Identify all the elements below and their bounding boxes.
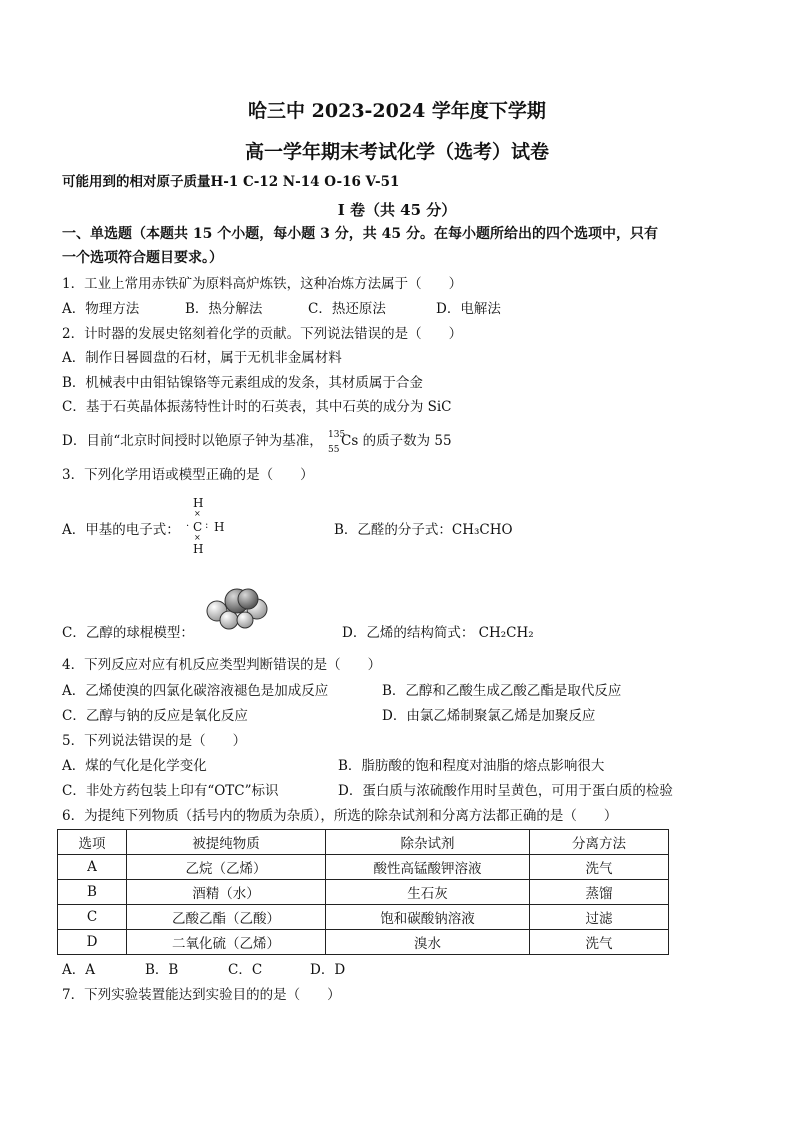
q2-option-c: C．基于石英晶体振荡特性计时的石英表，其中石英的成分为 SiC xyxy=(62,399,452,415)
methyl-h-top: H xyxy=(193,496,204,510)
table-cell: 过滤 xyxy=(530,905,669,930)
q3-option-d-label xyxy=(342,624,534,642)
table-header-cell: 被提纯物质 xyxy=(127,830,326,855)
part-one-heading-line2: 一个选项符合题目要求。） xyxy=(62,250,223,266)
table-cell: A xyxy=(58,855,127,880)
q1-option-c: C．热还原法 xyxy=(308,301,386,317)
methyl-electron-formula xyxy=(186,496,232,556)
q6-answer-c: C．C xyxy=(228,962,263,978)
q6-stem: 6．为提纯下列物质（括号内的物质为杂质），所选的除杂试剂和分离方法都正确的是（ ） xyxy=(62,808,618,824)
methyl-dot-right: : xyxy=(205,520,209,531)
table-cell: 生石灰 xyxy=(326,880,530,905)
part-one-heading-line1: 一、单选题（本题共 15 个小题，每小题 3 分，共 45 分。在每小题所给出的四个选项中，只有 xyxy=(62,226,658,242)
table-header-cell: 除杂试剂 xyxy=(326,830,530,855)
table-cell: 洗气 xyxy=(530,855,669,880)
q2-option-a: A．制作日晷圆盘的石材，属于无机非金属材料 xyxy=(62,350,342,366)
methyl-bond-dots-bottom: × xyxy=(194,533,201,542)
q5-option-a: A．煤的气化是化学变化 xyxy=(62,758,207,774)
q6-answer-a: A．A xyxy=(62,962,95,978)
q6-answer-b: B．B xyxy=(145,962,179,978)
nuclide-atomic-number: 55 xyxy=(328,445,340,455)
q1-option-d: D．电解法 xyxy=(436,301,501,317)
table-row xyxy=(58,930,669,955)
table-row xyxy=(58,855,669,880)
q5-option-b: B．脂肪酸的饱和程度对油脂的熔点影响很大 xyxy=(338,758,605,774)
q4-option-c: C．乙醇与钠的反应是氧化反应 xyxy=(62,708,248,724)
q3-option-c-label: C．乙醇的球棍模型： xyxy=(62,625,194,641)
q2-option-d xyxy=(62,430,452,455)
q1-option-b: B．热分解法 xyxy=(185,301,263,317)
table-cell: 溴水 xyxy=(326,930,530,955)
q2-option-b: B．机械表中由钼钴镍铬等元素组成的发条，其材质属于合金 xyxy=(62,375,423,391)
q2-stem: 2．计时器的发展史铭刻着化学的贡献。下列说法错误的是（ ） xyxy=(62,326,463,342)
section-one-heading: I 卷（共 45 分） xyxy=(337,201,457,219)
table-header-row xyxy=(58,830,669,855)
table-cell: B xyxy=(58,880,127,905)
q3-option-d-text: D．乙烯的结构简式： xyxy=(342,625,475,641)
table-cell: 乙酸乙酯（乙酸） xyxy=(127,905,326,930)
q5-stem: 5．下列说法错误的是（ ） xyxy=(62,733,247,749)
table-cell: 二氧化硫（乙烯） xyxy=(127,930,326,955)
methyl-h-bottom: H xyxy=(193,542,204,556)
ethylene-formula: CH₂CH₂ xyxy=(478,625,534,641)
table-cell: C xyxy=(58,905,127,930)
table-cell: 酒精（水） xyxy=(127,880,326,905)
q2-option-d-suffix: 的质子数为 55 xyxy=(358,433,452,449)
q6-options-table xyxy=(57,829,669,955)
methyl-dot-left: · xyxy=(186,521,190,532)
table-cell: 酸性高锰酸钾溶液 xyxy=(326,855,530,880)
exam-title-line1: 哈三中 2023-2024 学年度下学期 xyxy=(248,100,546,122)
table-cell: 饱和碳酸钠溶液 xyxy=(326,905,530,930)
nuclide-symbol: Cs xyxy=(341,433,359,449)
q1-option-a: A．物理方法 xyxy=(62,301,140,317)
nuclide-mass-number: 135 xyxy=(328,430,346,440)
table-cell: D xyxy=(58,930,127,955)
table-header-cell: 分离方法 xyxy=(530,830,669,855)
q7-stem: 7．下列实验装置能达到实验目的的是（ ） xyxy=(62,987,341,1003)
table-cell: 乙烷（乙烯） xyxy=(127,855,326,880)
q3-option-a-label: A．甲基的电子式： xyxy=(62,522,180,538)
nuclide-numbers xyxy=(327,430,346,455)
q4-stem: 4．下列反应对应有机反应类型判断错误的是（ ） xyxy=(62,657,382,673)
q4-option-a: A．乙烯使溴的四氯化碳溶液褪色是加成反应 xyxy=(62,683,329,699)
methyl-h-right: H xyxy=(214,520,225,534)
ethanol-ball-stick-model-image xyxy=(203,587,271,631)
q3-stem: 3．下列化学用语或模型正确的是（ ） xyxy=(62,467,314,483)
table-row xyxy=(58,905,669,930)
q4-option-d: D．由氯乙烯制聚氯乙烯是加聚反应 xyxy=(382,708,596,724)
q1-stem: 1．工业上常用赤铁矿为原料高炉炼铁，这种冶炼方法属于（ ） xyxy=(62,276,463,292)
q3-option-b: B．乙醛的分子式：CH₃CHO xyxy=(334,522,513,538)
methyl-bond-dots-top: × xyxy=(194,509,201,518)
q2-option-d-prefix: D．目前“北京时间授时以铯原子钟为基准， xyxy=(62,433,323,449)
atomic-masses: 可能用到的相对原子质量H-1 C-12 N-14 O-16 V-51 xyxy=(62,174,400,190)
table-row xyxy=(58,880,669,905)
table-cell: 蒸馏 xyxy=(530,880,669,905)
q6-answer-d: D．D xyxy=(310,962,346,978)
q4-option-b: B．乙醇和乙酸生成乙酸乙酯是取代反应 xyxy=(382,683,622,699)
exam-title-line2: 高一学年期末考试化学（选考）试卷 xyxy=(244,141,549,163)
table-cell: 洗气 xyxy=(530,930,669,955)
methyl-c: C xyxy=(193,520,203,534)
q5-option-d: D．蛋白质与浓硫酸作用时呈黄色，可用于蛋白质的检验 xyxy=(338,783,673,799)
table-header-cell: 选项 xyxy=(58,830,127,855)
q5-option-c: C．非处方药包装上印有“OTC”标识 xyxy=(62,783,279,799)
